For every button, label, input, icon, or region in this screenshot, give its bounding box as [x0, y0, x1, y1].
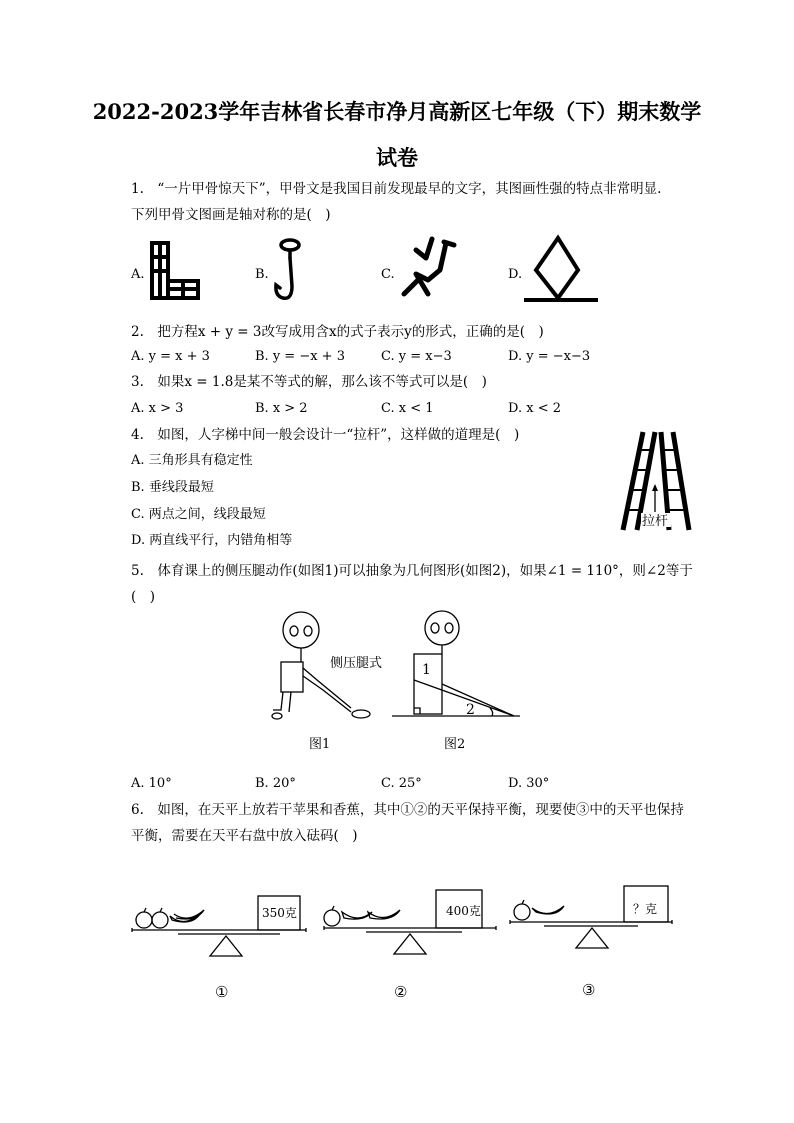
q2-option-a: A. y = x + 3 [131, 349, 210, 364]
q3-option-c: C. x < 1 [381, 401, 434, 416]
q4-option-b: B. 垂线段最短 [131, 480, 214, 495]
q2-stem: 2. 把方程x + y = 3改写成用含x的式子表示y的形式，正确的是( ) [131, 324, 544, 340]
q4-figure-label: 拉杆 [642, 514, 669, 529]
q1-option-b-glyph [270, 236, 310, 306]
q3-option-b: B. x > 2 [255, 401, 308, 416]
q5-option-d: D. 30° [508, 776, 550, 791]
q1-stem-line2: 下列甲骨文图画是轴对称的是( ) [131, 207, 331, 223]
q5-fig2-caption: 图2 [444, 737, 466, 752]
page-title-line2: 试卷 [376, 145, 418, 170]
q3-option-d: D. x < 2 [508, 401, 561, 416]
q6-weight-3: ？克 [633, 902, 658, 916]
q6-stem-line2: 平衡，需要在天平右盘中放入砝码( ) [131, 828, 358, 844]
q1-option-d-glyph [522, 234, 600, 306]
q6-balance-3 [508, 880, 683, 960]
q6-stem-line1: 6. 如图，在天平上放若干苹果和香蕉，其中①②的天平保持平衡，现要使③中的天平也保持 [131, 802, 684, 818]
q1-option-d-label: D. [508, 267, 523, 282]
q6-balance-2 [322, 882, 507, 962]
q5-figure-2 [390, 608, 525, 720]
q6-weight-2: 400克 [446, 904, 481, 918]
q3-option-a: A. x > 3 [131, 401, 184, 416]
q1-option-b-label: B. [255, 267, 269, 282]
q4-stem: 4. 如图，人字梯中间一般会设计一“拉杆”，这样做的道理是( ) [131, 427, 520, 443]
q6-label-2: ② [394, 983, 408, 1001]
q2-option-d: D. y = −x−3 [508, 349, 591, 364]
q2-option-c: C. y = x−3 [381, 349, 452, 364]
q3-stem: 3. 如果x = 1.8是某不等式的解，那么该不等式可以是( ) [131, 374, 487, 390]
q1-option-c-label: C. [381, 267, 395, 282]
q6-label-3: ③ [582, 981, 596, 999]
q5-option-c: C. 25° [381, 776, 422, 791]
q1-stem-line1: 1. “一片甲骨惊天下”，甲骨文是我国目前发现最早的文字，其图画性强的特点非常明显. [131, 181, 662, 197]
q2-option-b: B. y = −x + 3 [255, 349, 345, 364]
q5-option-a: A. 10° [131, 776, 172, 791]
q1-option-a-glyph [148, 240, 202, 302]
q4-option-d: D. 两直线平行，内错角相等 [131, 533, 293, 548]
q1-option-c-glyph [400, 236, 460, 308]
q5-angle-2: 2 [466, 702, 475, 718]
q4-option-a: A. 三角形具有稳定性 [131, 453, 253, 468]
q5-option-b: B. 20° [255, 776, 296, 791]
q5-fig1-caption: 图1 [309, 737, 331, 752]
q5-angle-1: 1 [422, 662, 431, 678]
q6-label-1: ① [215, 983, 229, 1001]
q4-option-c: C. 两点之间，线段最短 [131, 507, 266, 522]
q6-weight-1: 350克 [262, 906, 297, 920]
q5-stem-line2: ( ) [131, 589, 156, 605]
q5-fig1-label: 侧压腿式 [330, 656, 383, 671]
q6-balance-1 [130, 888, 320, 963]
q5-stem-line1: 5. 体育课上的侧压腿动作(如图1)可以抽象为几何图形(如图2)，如果∠1 = 110°，则∠2等于 [131, 563, 693, 579]
page-title: 2022-2023学年吉林省长春市净月高新区七年级（下）期末数学 [92, 99, 702, 124]
q1-option-a-label: A. [131, 267, 145, 282]
